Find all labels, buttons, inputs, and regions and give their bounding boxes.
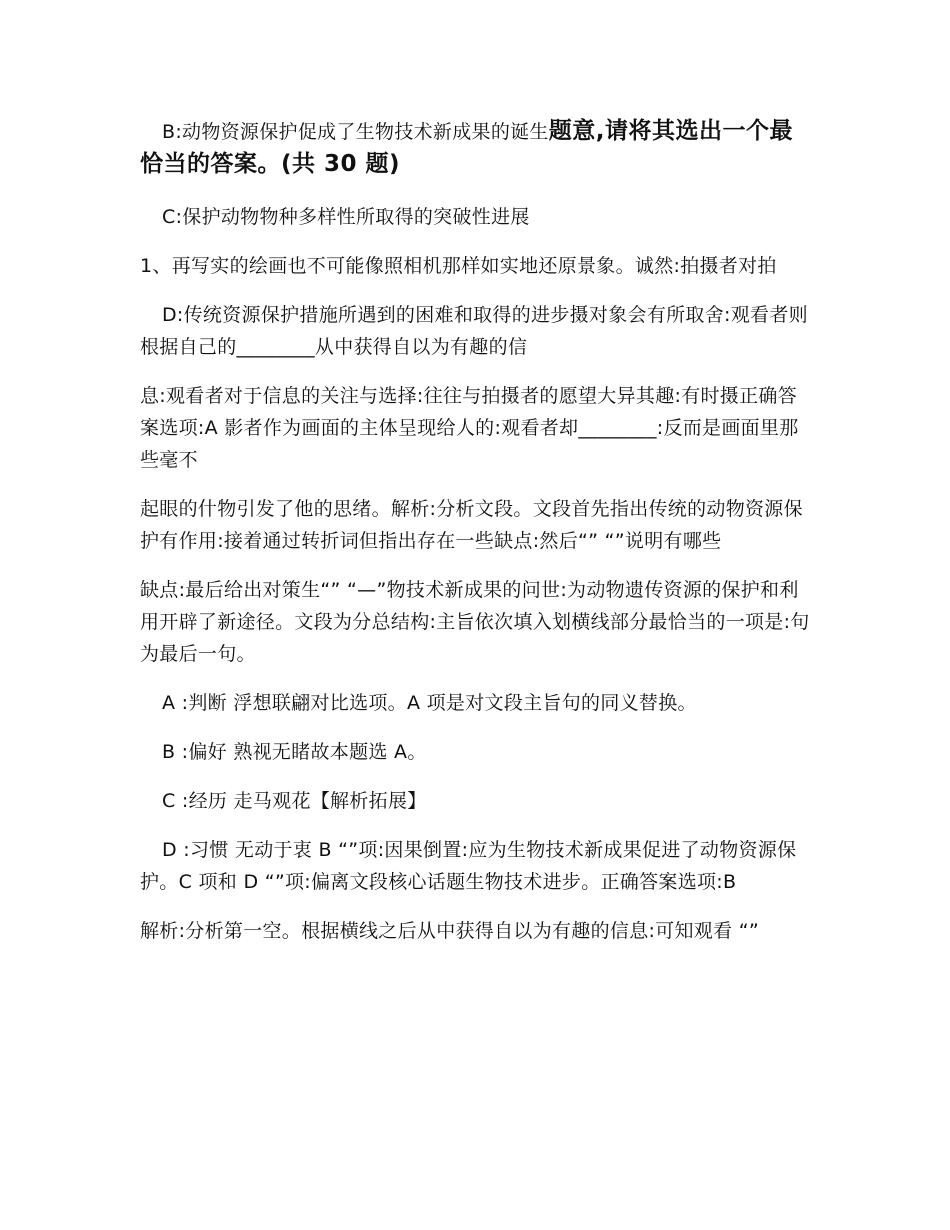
paragraph-option-c: C:保护动物物种多样性所取得的突破性进展 (162, 206, 530, 228)
paragraph-final-analysis: 解析:分析第一空。根据横线之后从中获得自以为有趣的信息:可知观看 “” (140, 920, 760, 942)
paragraph-option-d: D:传统资源保护措施所遇到的困难和取得的进步摄对象会有所取舍:观看者则根据自己的________从中获得自以为有趣的信 (140, 304, 808, 358)
document-page (140, 115, 812, 964)
paragraph-question-continued: 息:观看者对于信息的关注与选择:往往与拍摄者的愿望大异其趣:有时摄正确答案选项:A 影者作为画面的主体呈现给人的:观看者却________:反而是画面里那些毫不 (140, 385, 799, 471)
section-heading: 题意,请将其选出一个最恰当的答案。(共 30 题) (140, 118, 793, 177)
paragraph-option-b-with-heading (140, 115, 812, 181)
paragraph-answer-b: B :偏好 熟视无睹故本题选 A。 (162, 741, 427, 763)
paragraph-analysis-1: 起眼的什物引发了他的思绪。解析:分析文段。文段首先指出传统的动物资源保护有作用:接着通过转折词但指出存在一些缺点:然后“” “”说明有哪些 (140, 498, 803, 552)
paragraph-question-1: 1、再写实的绘画也不可能像照相机那样如实地还原景象。诚然:拍摄者对拍 (140, 255, 777, 277)
paragraph-analysis-2: 缺点:最后给出对策生“” “—”物技术新成果的问世:为动物遗传资源的保护和利用开辟了新途径。文段为分总结构:主旨依次填入划横线部分最恰当的一项是:句为最后一句。 (140, 579, 810, 665)
paragraph-answer-a: A :判断 浮想联翩对比选项。A 项是对文段主旨句的同义替换。 (162, 692, 697, 714)
option-b-text: B:动物资源保护促成了生物技术新成果的诞生 (162, 121, 549, 143)
paragraph-answer-d: D :习惯 无动于衷 B “”项:因果倒置:应为生物技术新成果促进了动物资源保护。C 项和 D “”项:偏离文段核心话题生物技术进步。正确答案选项:B (140, 839, 797, 893)
paragraph-answer-c: C :经历 走马观花【解析拓展】 (162, 790, 427, 812)
